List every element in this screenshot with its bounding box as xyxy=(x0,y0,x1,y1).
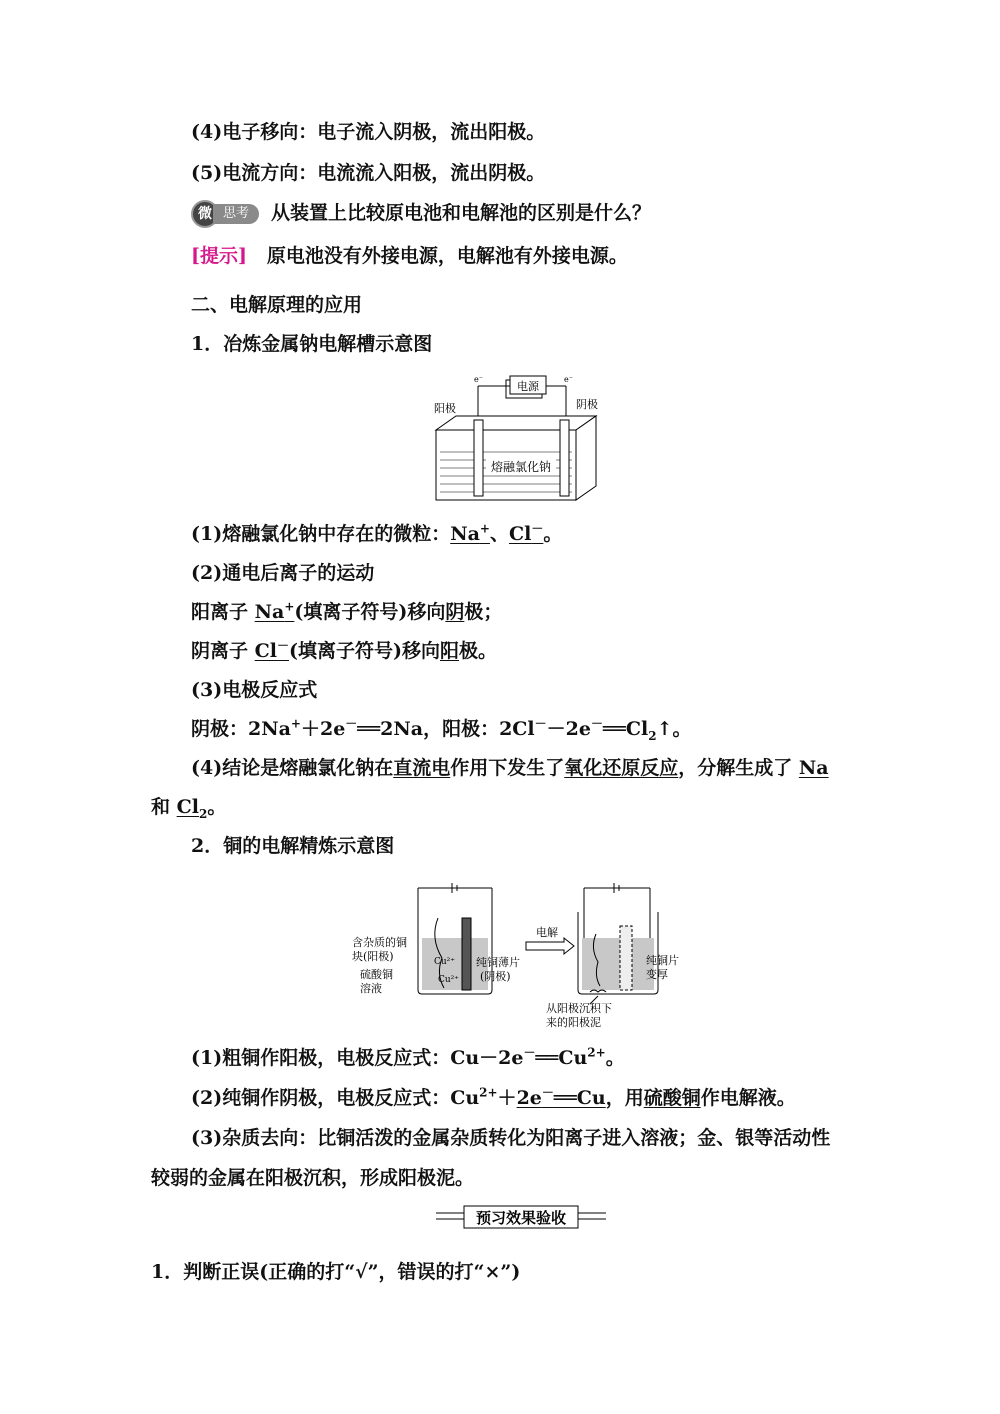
think-badge-icon: 微 思考 xyxy=(191,200,259,228)
think-question: 微 思考 从装置上比较原电池和电解池的区别是什么？ xyxy=(191,200,651,228)
q4-conclusion-cont: 和 $Cl_2$。 xyxy=(151,796,227,821)
c1-anode-eq: (1)粗铜作阳极，电极反应式：$Cu-2e^-══Cu^{2+}$。 xyxy=(191,1045,625,1069)
q2-anion: 阴离子 Cl－(填离子符号)移向阳极。 xyxy=(191,638,497,662)
q3-equations: 阴极：2Na+＋2e－══2Na，阳极：$2Cl^--2e^-══Cl_2↑$。 xyxy=(191,716,692,743)
fig2-arrow-icon xyxy=(526,938,574,954)
c3-impurities-cont: 较弱的金属在阳极沉积，形成阳极泥。 xyxy=(151,1167,475,1189)
line-electron-direction: (4)电子移向：电子流入阴极，流出阳极。 xyxy=(191,121,546,143)
fig2-arrow-label: 电解 xyxy=(536,926,558,939)
svg-text:e⁻: e⁻ xyxy=(474,375,483,384)
svg-text:变厚: 变厚 xyxy=(646,968,668,981)
fig2-cuso4-label: 硫酸铜 xyxy=(360,968,393,981)
c3-impurities: (3)杂质去向：比铜活泼的金属杂质转化为阳离子进入溶液；金、银等活动性 xyxy=(191,1127,831,1149)
fig2-pure-label: 纯铜薄片 xyxy=(476,956,520,969)
q2-heading: (2)通电后离子的运动 xyxy=(191,562,375,584)
fig2-crude-label: 含杂质的铜 xyxy=(352,936,407,949)
svg-text:e⁻: e⁻ xyxy=(564,375,573,384)
fig2-thick-label: 纯铜片 xyxy=(646,954,679,967)
judge-instruction: 1．判断正误(正确的打“√”，错误的打“×”) xyxy=(151,1261,521,1283)
hint-label: [提示] xyxy=(191,245,247,267)
hint-line: [提示] 原电池没有外接电源，电解池有外接电源。 xyxy=(191,245,628,267)
fig1-melt-label: 熔融氯化钠 xyxy=(490,460,552,474)
svg-text:Cu²⁺: Cu²⁺ xyxy=(434,957,456,967)
q2-cation: 阳离子 Na+(填离子符号)移向阴极； xyxy=(191,599,503,623)
preview-banner xyxy=(436,1204,606,1230)
line-current-direction: (5)电流方向：电流流入阳极，流出阴极。 xyxy=(191,162,546,184)
fig1-cathode-label: 阴极 xyxy=(576,398,598,411)
subheading-sodium: 1．冶炼金属钠电解槽示意图 xyxy=(191,333,433,355)
fig1-power-label: 电源 xyxy=(517,380,539,393)
c2-cathode-eq: (2)纯铜作阴极，电极反应式：$Cu^{2+}+2e^-══Cu$，用硫酸铜作电解液。 xyxy=(191,1085,796,1109)
svg-text:(阴极): (阴极) xyxy=(480,970,511,983)
svg-text:Cu²⁺: Cu²⁺ xyxy=(438,975,460,985)
fig2-mud-label: 从阳极沉积下 xyxy=(546,1002,612,1015)
section-heading: 二、电解原理的应用 xyxy=(191,294,363,316)
subheading-copper: 2．铜的电解精炼示意图 xyxy=(191,835,395,857)
svg-text:溶液: 溶液 xyxy=(360,982,382,995)
copper-refining-diagram xyxy=(350,878,710,1030)
banner-label: 预习效果验收 xyxy=(475,1209,567,1227)
fig1-anode-label: 阳极 xyxy=(434,402,456,415)
q3-heading: (3)电极反应式 xyxy=(191,679,318,701)
svg-text:来的阳极泥: 来的阳极泥 xyxy=(546,1016,601,1029)
q1-particles: (1)熔融氯化钠中存在的微粒：Na+、Cl－。 xyxy=(191,521,563,545)
svg-text:块(阳极): 块(阳极) xyxy=(352,950,394,963)
q4-conclusion: (4)结论是熔融氯化钠在直流电作用下发生了氧化还原反应，分解生成了 Na xyxy=(191,757,829,779)
sodium-electrolysis-diagram xyxy=(420,370,620,505)
